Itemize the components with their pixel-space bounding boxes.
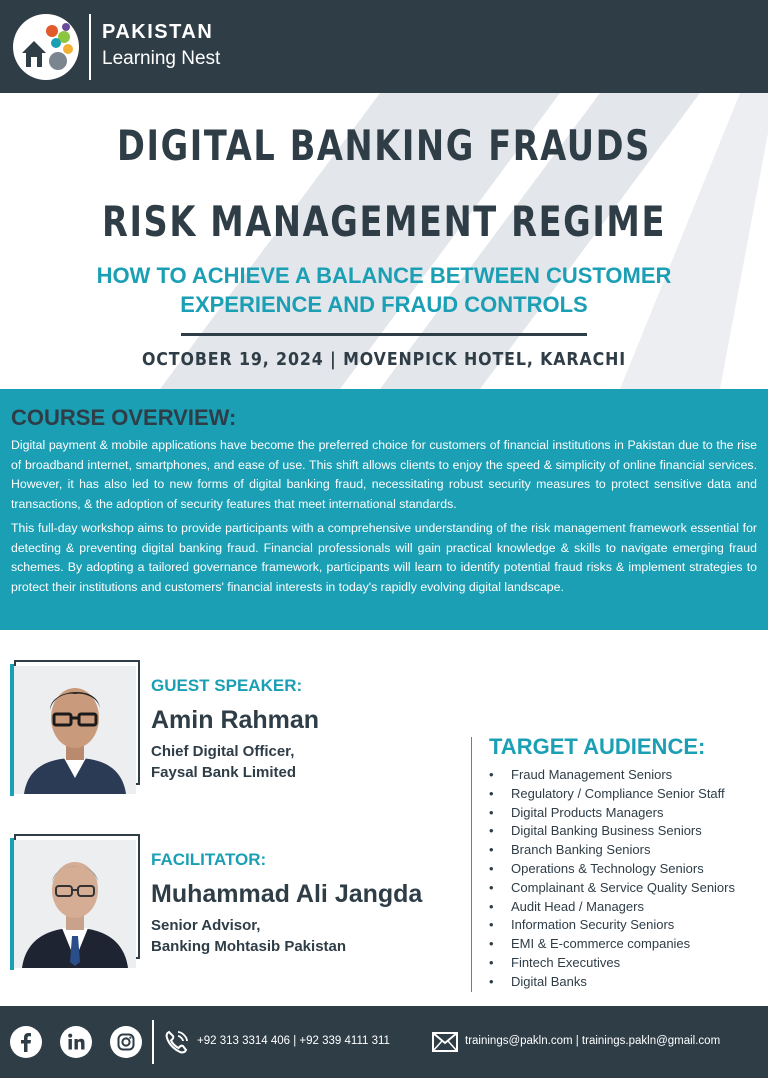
- list-item: • Audit Head / Managers: [489, 898, 735, 917]
- subtitle-line1: HOW TO ACHIEVE A BALANCE BETWEEN CUSTOMER: [96, 263, 672, 288]
- audience-divider: [471, 737, 472, 992]
- main-title-line1: DIGITAL BANKING FRAUDS: [117, 121, 651, 170]
- overview-paragraph-2: This full-day workshop aims to provide participants with a comprehensive understanding of the risk management framework essential for detecting & preventing digital banking fraud. Financial professionals will gain practical knowledge & skills to navigate emerging fraud schemes. By adopting a tailored governance framework, participants will learn to identify potential fraud risks & implement strategies to protect their institutions and customers' financial interests in today's rapidly evolving digital landscape.: [11, 521, 757, 594]
- footer-bar: [0, 1006, 768, 1078]
- list-item: • Regulatory / Compliance Senior Staff: [489, 785, 735, 804]
- overview-heading: COURSE OVERVIEW:: [11, 405, 237, 430]
- footer-email[interactable]: trainings@pakln.com | trainings.pakln@gmail.com: [465, 1035, 721, 1047]
- list-item: • Operations & Technology Seniors: [489, 860, 735, 879]
- logo-divider: [89, 14, 91, 80]
- list-item: • Fraud Management Seniors: [489, 766, 735, 785]
- list-item: • EMI & E-commerce companies: [489, 935, 735, 954]
- list-item: • Fintech Executives: [489, 954, 735, 973]
- audience-heading: TARGET AUDIENCE:: [489, 734, 706, 759]
- linkedin-icon[interactable]: [60, 1026, 92, 1058]
- hero-section: [0, 93, 768, 389]
- list-item: • Digital Products Managers: [489, 804, 735, 823]
- brand-name: PAKISTAN: [102, 21, 214, 43]
- person-avatar-icon: [14, 840, 136, 968]
- list-item: • Information Security Seniors: [489, 916, 735, 935]
- guest-speaker-label: GUEST SPEAKER:: [151, 676, 303, 695]
- hero-divider: [181, 333, 587, 336]
- brand-tagline: Learning Nest: [102, 48, 221, 69]
- facilitator-title-line1: Senior Advisor,: [151, 917, 261, 934]
- list-item: • Complainant & Service Quality Seniors: [489, 879, 735, 898]
- subtitle-line2: EXPERIENCE AND FRAUD CONTROLS: [180, 292, 588, 317]
- list-item: • Digital Banks: [489, 973, 735, 992]
- overview-paragraph-1: Digital payment & mobile applications have become the preferred choice for customers of financial institutions in Pakistan due to the rise of broadband internet, smartphones, and ease of use. This shift allows clients to enjoy the speed & simplicity of online financial services. However, it has also led to new forms of digital banking fraud, necessitating robust security measures to protect sensitive data and transactions, & the adoption of security features that meet international standards.: [11, 438, 757, 511]
- mail-icon: [432, 1032, 458, 1052]
- facilitator-name: Muhammad Ali Jangda: [151, 880, 423, 908]
- guest-speaker-title-line1: Chief Digital Officer,: [151, 743, 295, 760]
- facilitator-label: FACILITATOR:: [151, 850, 267, 869]
- list-item: • Branch Banking Seniors: [489, 841, 735, 860]
- person-avatar-icon: [14, 666, 136, 794]
- guest-speaker-title-line2: Faysal Bank Limited: [151, 764, 297, 781]
- logo-icon: [12, 13, 80, 81]
- instagram-icon[interactable]: [110, 1026, 142, 1058]
- main-title-line2: RISK MANAGEMENT REGIME: [101, 197, 667, 246]
- list-item: • Digital Banking Business Seniors: [489, 822, 735, 841]
- speaker-photo: [14, 666, 136, 794]
- course-overview: [0, 389, 768, 630]
- guest-speaker-name: Amin Rahman: [151, 706, 320, 734]
- facilitator-title-line2: Banking Mohtasib Pakistan: [151, 938, 347, 955]
- audience-list: [489, 766, 735, 992]
- facilitator-photo: [14, 840, 136, 968]
- footer-divider: [152, 1020, 154, 1064]
- header-bar: [0, 0, 768, 93]
- phone-icon: [163, 1028, 191, 1056]
- event-date-venue: OCTOBER 19, 2024 | MOVENPICK HOTEL, KARACHI: [141, 349, 627, 370]
- footer-phone[interactable]: +92 313 3314 406 | +92 339 4111 311: [197, 1035, 390, 1047]
- facebook-icon[interactable]: [10, 1026, 42, 1058]
